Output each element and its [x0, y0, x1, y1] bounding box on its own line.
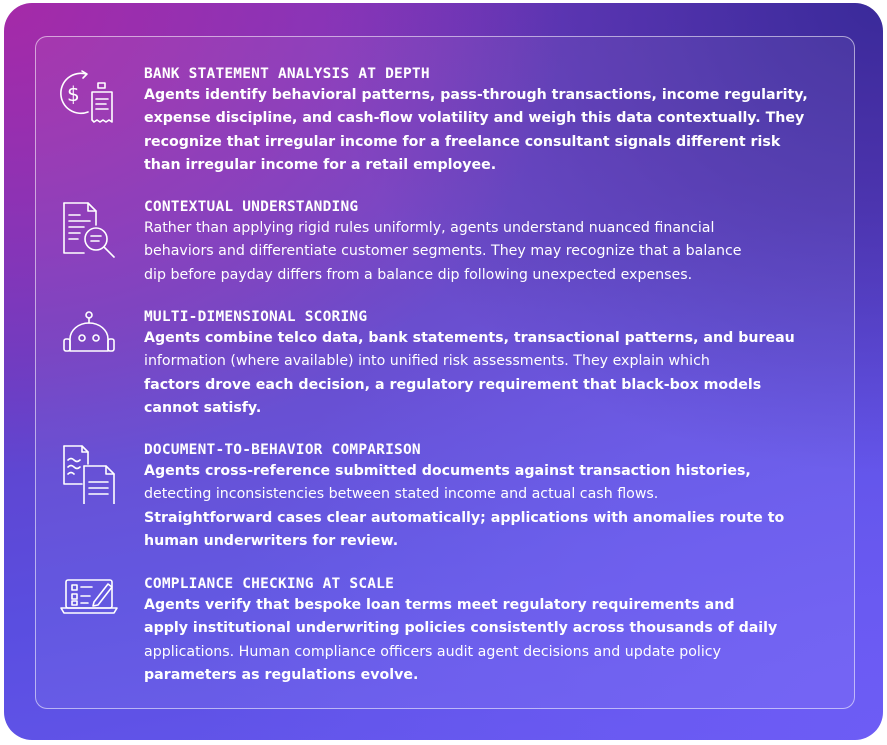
feature-description: Agents verify that bespoke loan terms meet regulatory requirements and apply institutional underwriting policies consistently across thousands of daily applications. Human compliance officers audit agent decisions and update policy parameters as regulations evolve. — [144, 597, 778, 683]
feature-description: Agents identify behavioral patterns, pass-through transactions, income regularity, expense discipline, and cash-flow volatility and weigh this data contextually. They recognize that irregular income for a freelance consultant signals different risk than irregular income for a retail employee. — [144, 87, 808, 173]
content-card — [35, 36, 855, 709]
feature-description: Rather than applying rigid rules uniformly, agents understand nuanced financial behaviors and differentiate customer segments. They may recognize that a balance dip before payday differs from a balance dip following unexpected expenses. — [144, 220, 742, 283]
feature-title: CONTEXTUAL UNDERSTANDING — [144, 199, 359, 215]
feature-title: COMPLIANCE CHECKING AT SCALE — [144, 576, 395, 592]
feature-title: MULTI-DIMENSIONAL SCORING — [144, 309, 368, 325]
documents-compare-icon — [58, 442, 120, 504]
feature-description: Agents combine telco data, bank statements, transactional patterns, and bureau information (where available) into unified risk assessments. They explain which factors drove each decision, a regulatory requirement that black-box models cannot satisfy. — [144, 330, 795, 416]
laptop-checklist-icon — [58, 570, 120, 632]
dollar-receipt-icon — [58, 68, 120, 130]
robot-head-icon — [58, 309, 120, 371]
feature-description: Agents cross-reference submitted documents against transaction histories, detecting inconsistencies between stated income and actual cash flows. Straightforward cases clear automatically; applications with anomalies route to human underwriters for review. — [144, 463, 785, 549]
background-panel — [4, 3, 883, 740]
feature-title: DOCUMENT-TO-BEHAVIOR COMPARISON — [144, 442, 421, 458]
feature-title: BANK STATEMENT ANALYSIS AT DEPTH — [144, 66, 430, 82]
svg-text:$: $ — [67, 82, 80, 106]
document-search-icon — [58, 199, 120, 261]
